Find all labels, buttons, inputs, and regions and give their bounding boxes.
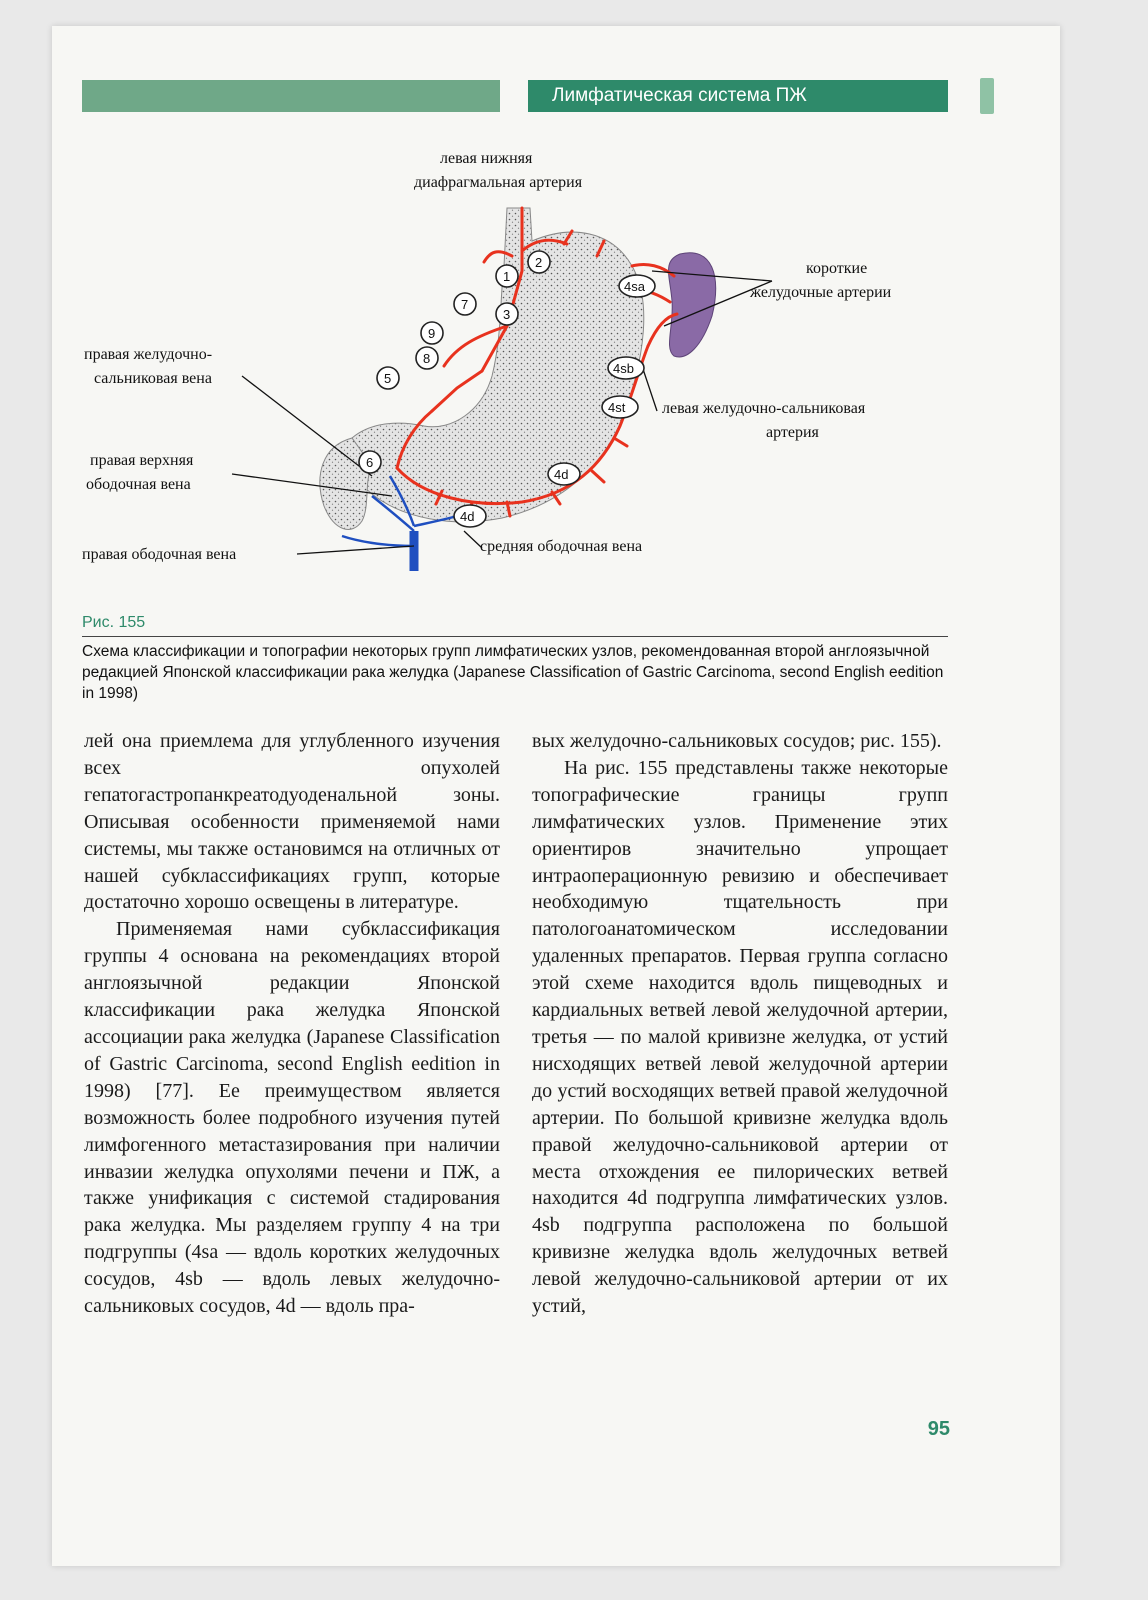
label-right-gastroepiploic-vein-1: правая желудочно-	[84, 346, 213, 363]
svg-text:3: 3	[503, 307, 511, 322]
page-number: 95	[927, 1418, 950, 1440]
lymph-node-5	[377, 367, 399, 389]
body-left-column	[84, 728, 500, 1320]
lymph-node-8	[416, 347, 438, 369]
svg-text:8: 8	[423, 351, 431, 366]
svg-text:4sa: 4sa	[624, 279, 645, 294]
figure-number: Рис. 155	[82, 614, 146, 631]
label-left-gastroepiploic-artery-1: левая желудочно-сальниковая	[662, 400, 866, 417]
label-right-superior-colic-vein-1: правая верхняя	[90, 452, 194, 469]
svg-text:4d: 4d	[554, 467, 569, 482]
svg-text:5: 5	[384, 371, 392, 386]
label-right-superior-colic-vein-2: ободочная вена	[86, 476, 191, 493]
label-right-gastroepiploic-vein-2: сальниковая вена	[94, 370, 212, 387]
lymph-node-9	[421, 322, 443, 344]
label-left-gastroepiploic-artery-2: артерия	[766, 424, 819, 441]
lymph-node-1	[496, 265, 518, 287]
svg-text:6: 6	[366, 455, 374, 470]
figure-caption	[82, 614, 948, 704]
svg-text:1: 1	[503, 269, 511, 284]
svg-text:4d: 4d	[460, 509, 475, 524]
lymph-node-4d	[548, 463, 580, 485]
lymph-node-4d-lower	[454, 505, 486, 527]
caption-rule	[82, 636, 948, 637]
svg-text:9: 9	[428, 326, 436, 341]
svg-text:4st: 4st	[608, 400, 626, 415]
label-left-inferior-phrenic-2: диафрагмальная артерия	[414, 174, 583, 191]
label-middle-colic-vein: средняя ободочная вена	[480, 538, 643, 555]
caption-text: Схема классификации и топографии некоторых групп лимфатических узлов, рекомендованная второй англоязычной редакцией Японской классификации рака желудка (Japanese Classification of Gastric Carcinoma, second English eedition in 1998)	[82, 643, 944, 702]
spleen-shape	[669, 253, 716, 357]
body-paragraph: лей она приемлема для углубленного изучения всех опухолей гепатогастропанкреатодуоденальной зоны. Описывая особенности применяемой нами системы, мы также остановимся на отличных от нашей субклассификациях групп, которые достаточно хорошо освещены в литературе.	[84, 730, 500, 914]
svg-text:4sb: 4sb	[613, 361, 634, 376]
lymph-node-4st	[602, 396, 638, 418]
body-paragraph: На рис. 155 представлены также некоторые топографические границы групп лимфатических узлов. Применение этих ориентиров значительно упрощает интраоперационную ревизию и обеспечивает необходимую тщательность при патологоанатомическом исследовании удаленных препаратов. Первая группа согласно этой схеме находится вдоль пищеводных и кардиальных ветвей левой желудочной артерии, третья — по малой кривизне желудка, от устий нисходящих ветвей левой желудочной артерии до устий восходящих ветвей правой желудочной артерии. По большой кривизне желудка вдоль правой желудочно-сальниковой артерии от места отхождения ее пилорических ветвей находится 4d подгруппа лимфатических узлов. 4sb подгруппа расположена по большой кривизне желудка вдоль желудочных ветвей левой желудочно-сальниковой артерии от их устий,	[532, 756, 948, 1318]
section-title: Лимфатическая система ПЖ	[528, 80, 948, 112]
figure-155	[52, 26, 1060, 626]
lymph-node-7	[454, 293, 476, 315]
label-left-inferior-phrenic-1: левая нижняя	[440, 150, 533, 167]
label-right-colic-vein: правая ободочная вена	[82, 546, 237, 563]
stomach-shape	[349, 208, 644, 522]
lymph-node-2	[528, 251, 550, 273]
label-short-gastric-2: желудочные артерии	[750, 284, 892, 301]
body-right-column	[532, 728, 948, 1320]
lymph-node-3	[496, 303, 518, 325]
page	[52, 26, 1060, 1566]
svg-text:2: 2	[535, 255, 543, 270]
svg-text:7: 7	[461, 297, 469, 312]
body-paragraph: вых желудочно-сальниковых сосудов; рис. 155).	[532, 730, 942, 752]
body-paragraph: Применяемая нами субклассификация группы 4 основана на рекомендациях второй англоязычной редакции Японской классификации рака желудка Японской ассоциации рака желудка (Japanese Classification of Gastric Carcinoma, second English eedition in 1998) [77]. Ее преимуществом является возможность более подробного изучения путей лимфогенного метастазирования при наличии инвазии желудка опухолями печени и ПЖ, а также унификация с системой стадирования рака желудка. Мы разделяем группу 4 на три подгруппы (4sa — вдоль коротких желудочных сосудов, 4sb — вдоль левых желудочно-сальниковых сосудов, 4d — вдоль пра-	[84, 918, 500, 1318]
lymph-node-4sa	[619, 275, 655, 297]
lymph-node-4sb	[608, 357, 644, 379]
label-short-gastric-1: короткие	[806, 260, 868, 277]
lymph-node-6	[359, 451, 381, 473]
